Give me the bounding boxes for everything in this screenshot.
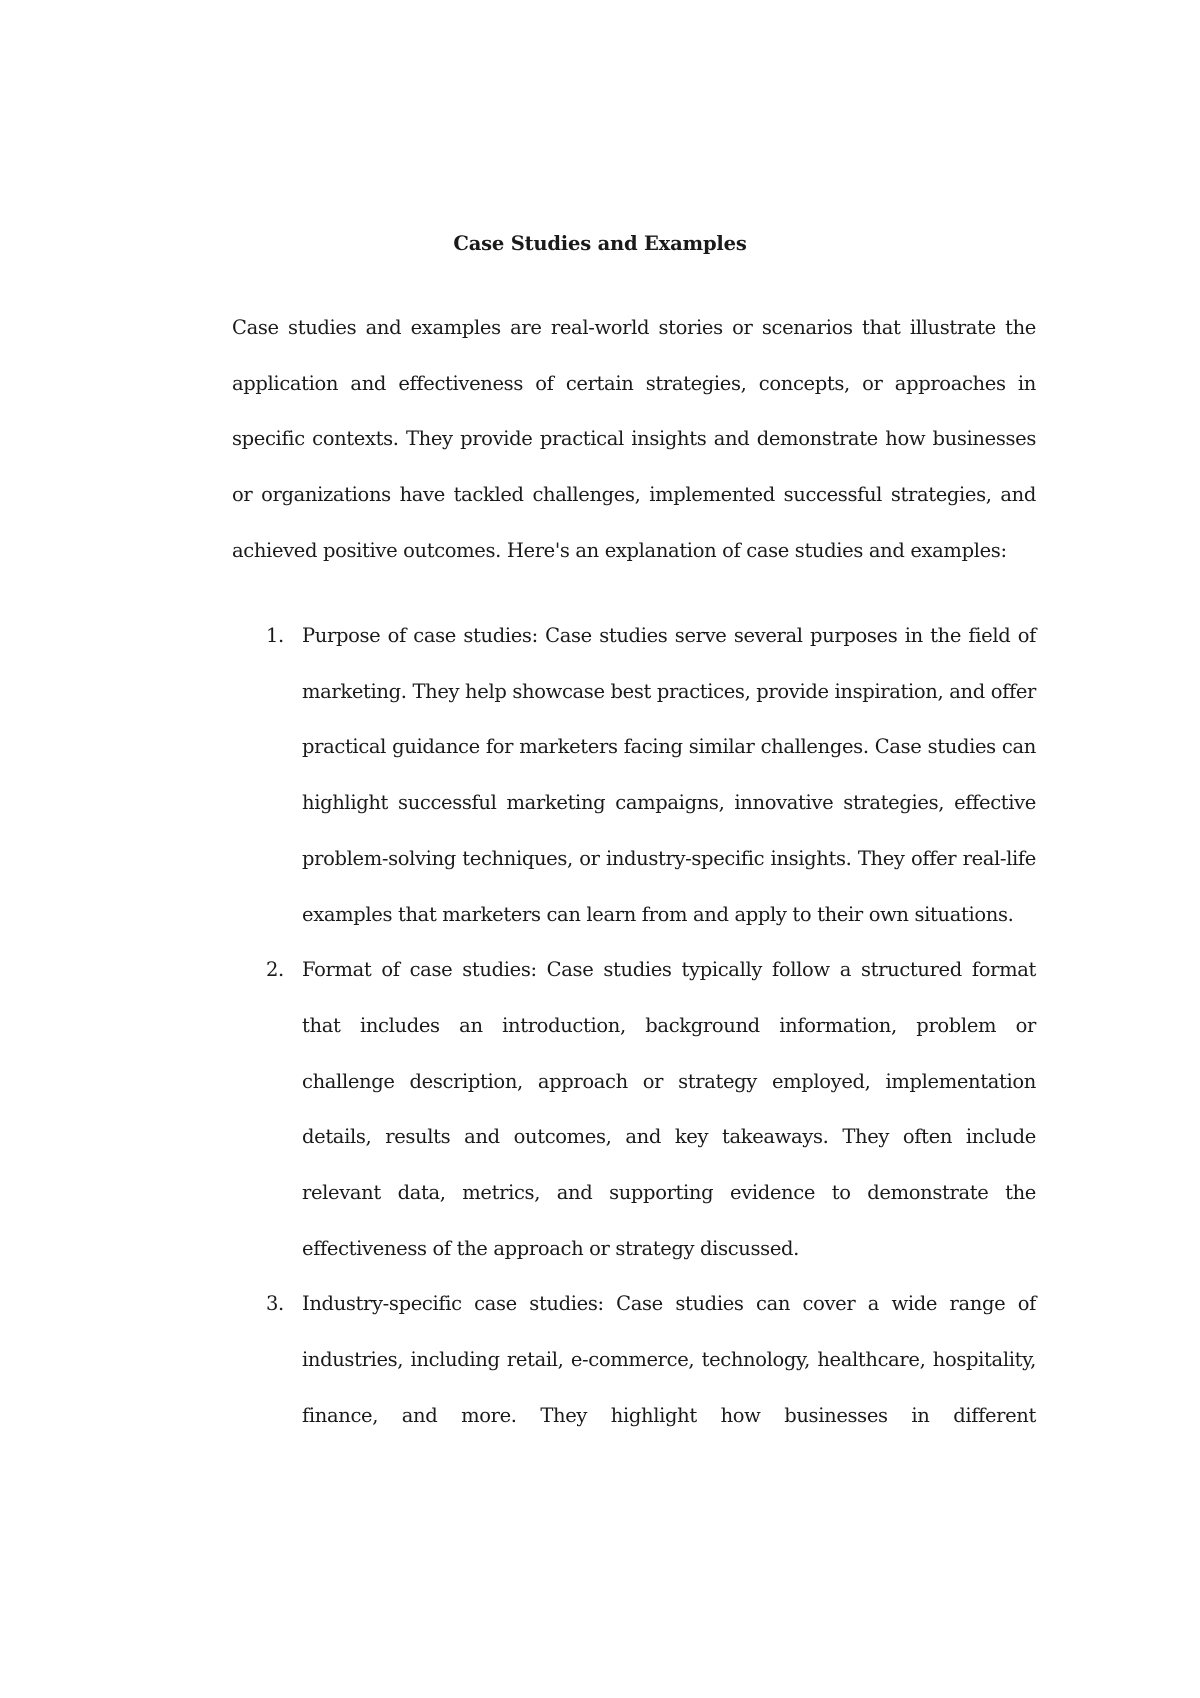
numbered-list	[232, 608, 1036, 1444]
intro-paragraph: Case studies and examples are real-world stories or scenarios that illustrate the application and effectiveness of certain strategies, concepts, or approaches in specific contexts. They provide practical insights and demonstrate how businesses or organizations have tackled challenges, implemented successful strategies, and achieved positive outcomes. Here's an explanation of case studies and examples:	[232, 316, 1036, 562]
list-item-number: 3.	[266, 1292, 284, 1316]
list-item	[232, 1276, 1036, 1443]
list-item-text: Purpose of case studies: Case studies serve several purposes in the field of marketing. They help showcase best practices, provide inspiration, and offer practical guidance for marketers facing similar challenges. Case studies can highlight successful marketing campaigns, innovative strategies, effective problem-solving techniques, or industry-specific insights. They offer real-life examples that marketers can learn from and apply to their own situations.	[302, 624, 1036, 926]
list-item	[232, 608, 1036, 942]
document-title: Case Studies and Examples	[453, 232, 747, 255]
list-item-text: Format of case studies: Case studies typically follow a structured format that includes an introduction, background information, problem or challenge description, approach or strategy employed, implementation details, results and outcomes, and key takeaways. They often include relevant data, metrics, and supporting evidence to demonstrate the effectiveness of the approach or strategy discussed.	[302, 958, 1036, 1260]
list-item-text: Industry-specific case studies: Case studies can cover a wide range of industries, including retail, e-commerce, technology, healthcare, hospitality, finance, and more. They highlight how businesses in different	[302, 1292, 1036, 1427]
list-item-number: 1.	[266, 624, 284, 647]
list-item	[232, 942, 1036, 1276]
list-item-number: 2.	[266, 958, 284, 982]
